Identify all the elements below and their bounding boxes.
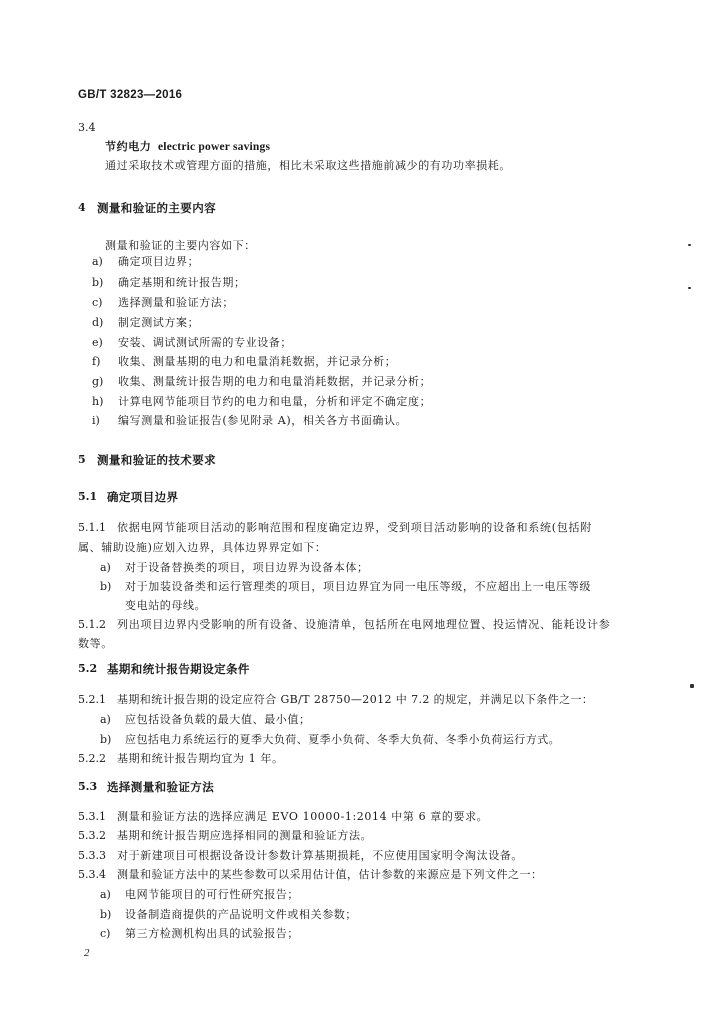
clause-number: 5.3.4 xyxy=(78,868,106,881)
clause-number: 5.3.2 xyxy=(78,829,106,842)
paragraph-line: 依据电网节能项目活动的影响范围和程度确定边界，受到项目活动影响的设备和系统(包括附 xyxy=(117,521,593,534)
list-marker: f) xyxy=(92,355,101,368)
list-item: 对于设备替换类的项目，项目边界为设备本体； xyxy=(125,561,369,574)
paragraph-line: 属、辅助设施)应划入边界，具体边界界定如下： xyxy=(78,541,327,554)
list-marker: b) xyxy=(100,580,112,593)
clause-number: 5.2.2 xyxy=(78,752,106,765)
list-marker: b) xyxy=(92,276,104,289)
section-number: 5 xyxy=(78,453,86,466)
list-item: 编写测量和验证报告(参见附录 A)，相关各方书面确认。 xyxy=(118,414,408,427)
list-item: 电网节能项目的可行性研究报告； xyxy=(125,888,299,901)
list-marker: b) xyxy=(100,908,112,921)
list-item: 安装、调试测试所需的专业设备； xyxy=(118,336,292,349)
section-number: 4 xyxy=(78,201,86,214)
clause-number: 5.3.3 xyxy=(78,849,106,862)
list-item: 确定项目边界； xyxy=(118,255,200,268)
list-item: 对于加装设备类和运行管理类的项目，项目边界宜为同一电压等级，不应超出上一电压等级 xyxy=(125,580,591,593)
list-marker: d) xyxy=(92,316,104,329)
clause-title: 确定项目边界 xyxy=(107,490,179,504)
list-marker: a) xyxy=(100,561,111,574)
section-title: 测量和验证的技术要求 xyxy=(97,453,216,467)
clause-number: 5.3 xyxy=(78,780,98,793)
paragraph-line: 数等。 xyxy=(78,637,113,650)
list-marker: a) xyxy=(100,713,111,726)
section-title: 测量和验证的主要内容 xyxy=(97,201,216,215)
list-item: 设备制造商提供的产品说明文件或相关参数； xyxy=(125,908,357,921)
scan-speck xyxy=(690,684,694,688)
list-marker: b) xyxy=(100,733,112,746)
list-item-continuation: 变电站的母线。 xyxy=(125,599,207,612)
clause-title: 选择测量和验证方法 xyxy=(107,780,215,794)
standard-code: GB/T 32823—2016 xyxy=(78,89,183,101)
list-marker: c) xyxy=(100,927,111,940)
paragraph-line: 基期和统计报告期应选择相同的测量和验证方法。 xyxy=(117,829,373,842)
list-item: 第三方检测机构出具的试验报告； xyxy=(125,927,299,940)
clause-number: 5.1.2 xyxy=(78,618,106,631)
list-item: 应包括设备负载的最大值、最小值； xyxy=(125,713,311,726)
list-item: 收集、测量基期的电力和电量消耗数据，并记录分析； xyxy=(118,355,397,368)
paragraph-line: 测量和验证方法中的某些参数可以采用估计值，估计参数的来源应是下列文件之一： xyxy=(117,868,543,881)
list-marker: a) xyxy=(92,255,103,268)
paragraph-line: 列出项目边界内受影响的所有设备、设施清单，包括所在电网地理位置、投运情况、能耗设计参 xyxy=(117,618,611,631)
section-intro: 测量和验证的主要内容如下： xyxy=(105,239,256,252)
paragraph-line: 测量和验证方法的选择应满足 EVO 10000-1:2014 中第 6 章的要求。 xyxy=(117,810,489,823)
paragraph-line: 基期和统计报告期均宜为 1 年。 xyxy=(117,752,284,765)
list-marker: g) xyxy=(92,375,104,388)
list-marker: c) xyxy=(92,296,103,309)
list-marker: i) xyxy=(92,414,100,427)
list-item: 应包括电力系统运行的夏季大负荷、夏季小负荷、冬季大负荷、冬季小负荷运行方式。 xyxy=(125,733,561,746)
paragraph-line: 对于新建项目可根据设备设计参数计算基期损耗，不应使用国家明令淘汰设备。 xyxy=(117,849,523,862)
list-item: 计算电网节能项目节约的电力和电量，分析和评定不确定度； xyxy=(118,395,432,408)
term-definition: 通过采取技术或管理方面的措施，相比未采取这些措施前减少的有功功率损耗。 xyxy=(105,159,511,172)
list-marker: h) xyxy=(92,395,104,408)
clause-number: 5.1.1 xyxy=(78,521,106,534)
list-marker: a) xyxy=(100,888,111,901)
clause-number: 5.2 xyxy=(78,662,98,675)
list-marker: e) xyxy=(92,336,103,349)
paragraph-line: 基期和统计报告期的设定应符合 GB/T 28750—2012 中 7.2 的规定，并满足以下条件之一： xyxy=(117,693,594,706)
list-item: 制定测试方案； xyxy=(118,316,200,329)
term-english: electric power savings xyxy=(158,141,271,153)
list-item: 确定基期和统计报告期； xyxy=(118,276,246,289)
list-item: 收集、测量统计报告期的电力和电量消耗数据，并记录分析； xyxy=(118,375,432,388)
clause-number: 5.2.1 xyxy=(78,693,106,706)
list-item: 选择测量和验证方法； xyxy=(118,296,234,309)
clause-title: 基期和统计报告期设定条件 xyxy=(107,662,250,676)
scan-speck xyxy=(688,244,691,246)
clause-number: 5.1 xyxy=(78,490,98,503)
clause-number: 5.3.1 xyxy=(78,810,106,823)
clause-number: 3.4 xyxy=(78,121,96,134)
scan-speck xyxy=(688,287,691,289)
page-number: 2 xyxy=(84,947,91,959)
term-chinese: 节约电力 xyxy=(105,140,152,153)
